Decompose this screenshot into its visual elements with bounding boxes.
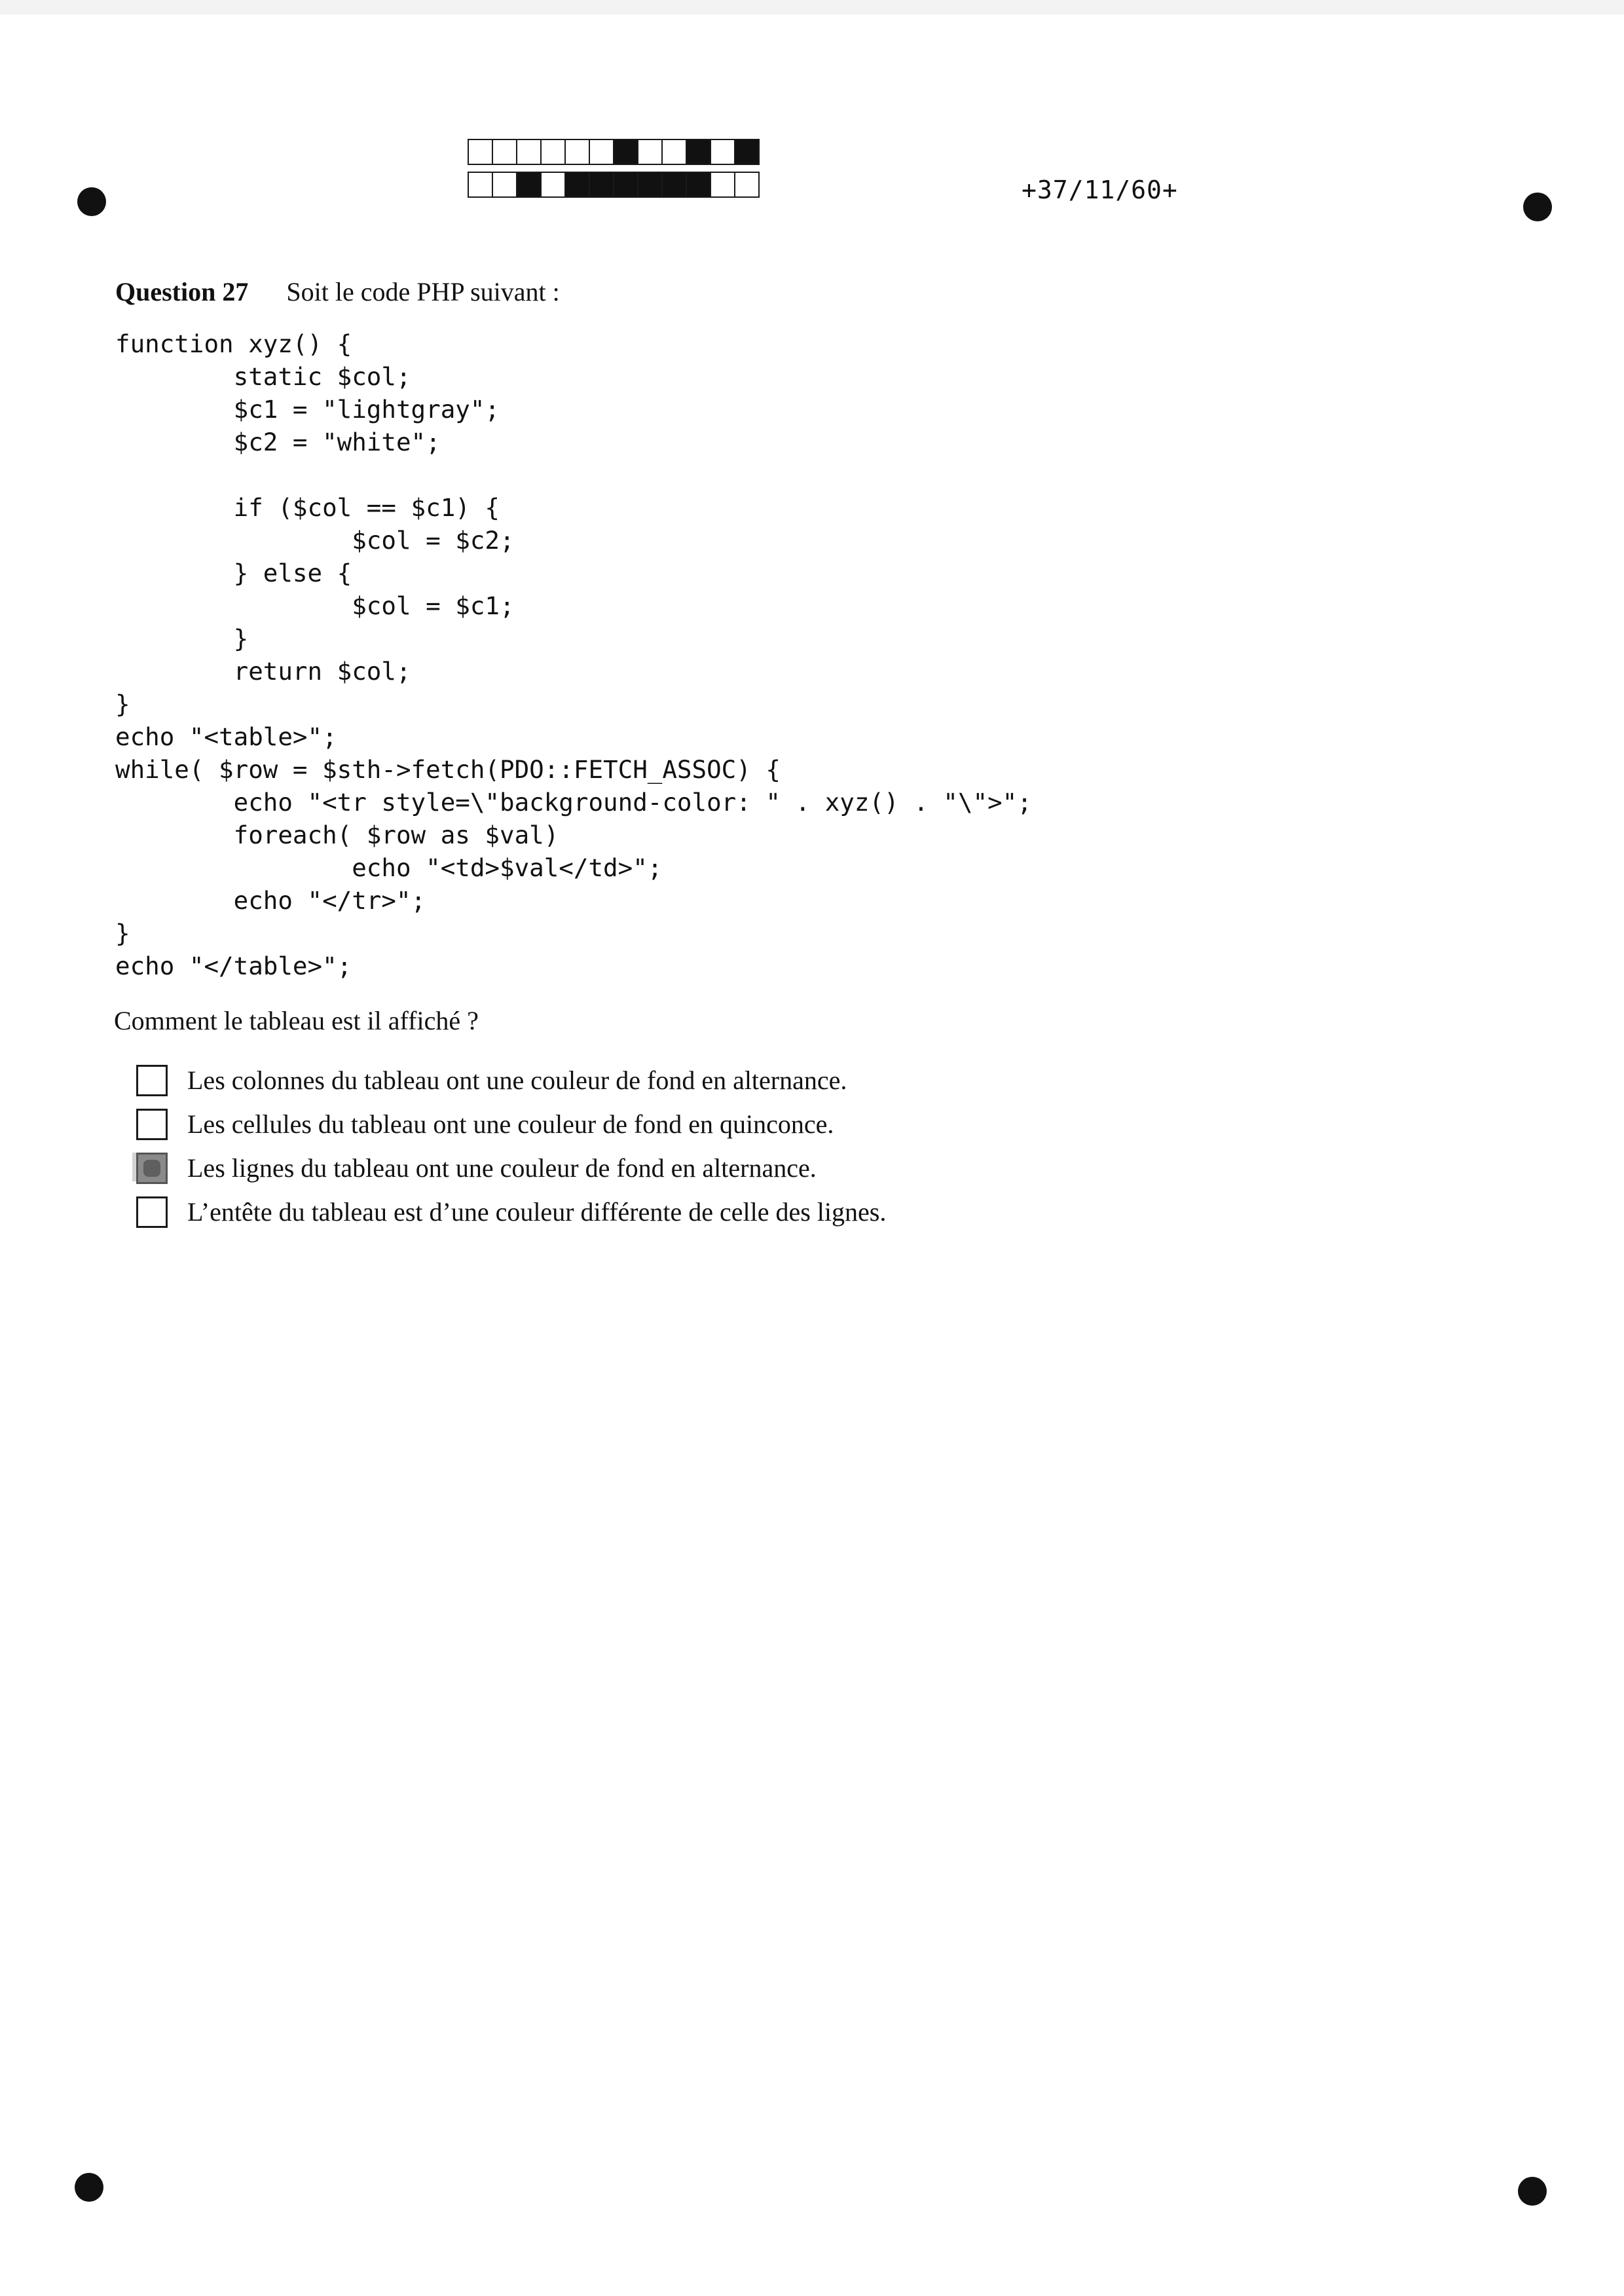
code-line: echo "<td>$val</td>";: [115, 853, 663, 882]
barcode-cell: [686, 139, 711, 165]
question-number: Question 27: [115, 277, 249, 306]
barcode-cell: [637, 139, 663, 165]
barcode-cell: [661, 139, 687, 165]
code-line: $c1 = "lightgray";: [115, 395, 500, 424]
code-line: while( $row = $sth->fetch(PDO::FETCH_ASSOC) {: [115, 755, 781, 784]
answer-choice-label: Les cellules du tableau ont une couleur de fond en quinconce.: [187, 1109, 834, 1139]
question-header: [115, 276, 560, 307]
barcode-cell: [492, 139, 517, 165]
code-line: echo "<tr style=\"background-color: " . xyz() . "\">";: [115, 788, 1032, 817]
answer-choice-label: Les colonnes du tableau ont une couleur de fond en alternance.: [187, 1065, 847, 1095]
answer-choice-label: Les lignes du tableau ont une couleur de fond en alternance.: [187, 1153, 817, 1183]
barcode-row: [468, 172, 758, 199]
code-line: }: [115, 624, 249, 653]
question-intro: Soit le code PHP suivant :: [286, 277, 560, 306]
barcode-cell: [613, 172, 638, 198]
answer-choice: [136, 1146, 886, 1190]
barcode-cell: [661, 172, 687, 198]
barcode-cell: [564, 172, 590, 198]
code-line: echo "</table>";: [115, 952, 352, 980]
page-barcode: [468, 139, 758, 204]
barcode-cell: [710, 139, 735, 165]
barcode-cell: [492, 172, 517, 198]
checkbox[interactable]: [136, 1065, 168, 1096]
code-line: $col = $c1;: [115, 591, 515, 620]
answer-choice-label: L’entête du tableau est d’une couleur différente de celle des lignes.: [187, 1197, 887, 1227]
registration-mark-bottom-right: [1518, 2177, 1547, 2206]
barcode-cell: [686, 172, 711, 198]
registration-mark-bottom-left: [75, 2173, 103, 2202]
code-line: function xyz() {: [115, 329, 352, 358]
barcode-cell: [589, 172, 614, 198]
answer-choice: [136, 1102, 886, 1146]
barcode-cell: [710, 172, 735, 198]
answer-choices: [136, 1058, 886, 1234]
code-line: echo "</tr>";: [115, 886, 426, 915]
page-identifier: +37/11/60+: [1022, 176, 1178, 204]
code-line: static $col;: [115, 362, 411, 391]
scan-top-edge: [0, 0, 1624, 14]
registration-mark-top-left: [77, 187, 106, 216]
code-line: foreach( $row as $val): [115, 821, 559, 849]
barcode-cell: [540, 172, 566, 198]
answer-choice: [136, 1190, 886, 1234]
barcode-cell: [637, 172, 663, 198]
barcode-cell: [468, 139, 493, 165]
code-line: }: [115, 919, 130, 948]
checkbox[interactable]: [136, 1196, 168, 1228]
code-line: $c2 = "white";: [115, 428, 441, 456]
barcode-cell: [734, 172, 760, 198]
checkbox[interactable]: [136, 1109, 168, 1140]
code-line: $col = $c2;: [115, 526, 515, 555]
barcode-cell: [564, 139, 590, 165]
checkbox-checked[interactable]: [136, 1153, 168, 1184]
barcode-cell: [589, 139, 614, 165]
barcode-cell: [516, 172, 542, 198]
code-line: } else {: [115, 559, 352, 587]
barcode-cell: [613, 139, 638, 165]
code-line: if ($col == $c1) {: [115, 493, 500, 522]
answer-choice: [136, 1058, 886, 1102]
barcode-cell: [516, 139, 542, 165]
code-line: echo "<table>";: [115, 722, 337, 751]
question-prompt: Comment le tableau est il affiché ?: [114, 1006, 479, 1035]
php-code-block: [115, 327, 1032, 982]
barcode-cell: [468, 172, 493, 198]
code-line: return $col;: [115, 657, 411, 686]
barcode-row: [468, 139, 758, 166]
barcode-cell: [734, 139, 760, 165]
code-line: }: [115, 690, 130, 718]
barcode-cell: [540, 139, 566, 165]
registration-mark-top-right: [1523, 193, 1552, 221]
